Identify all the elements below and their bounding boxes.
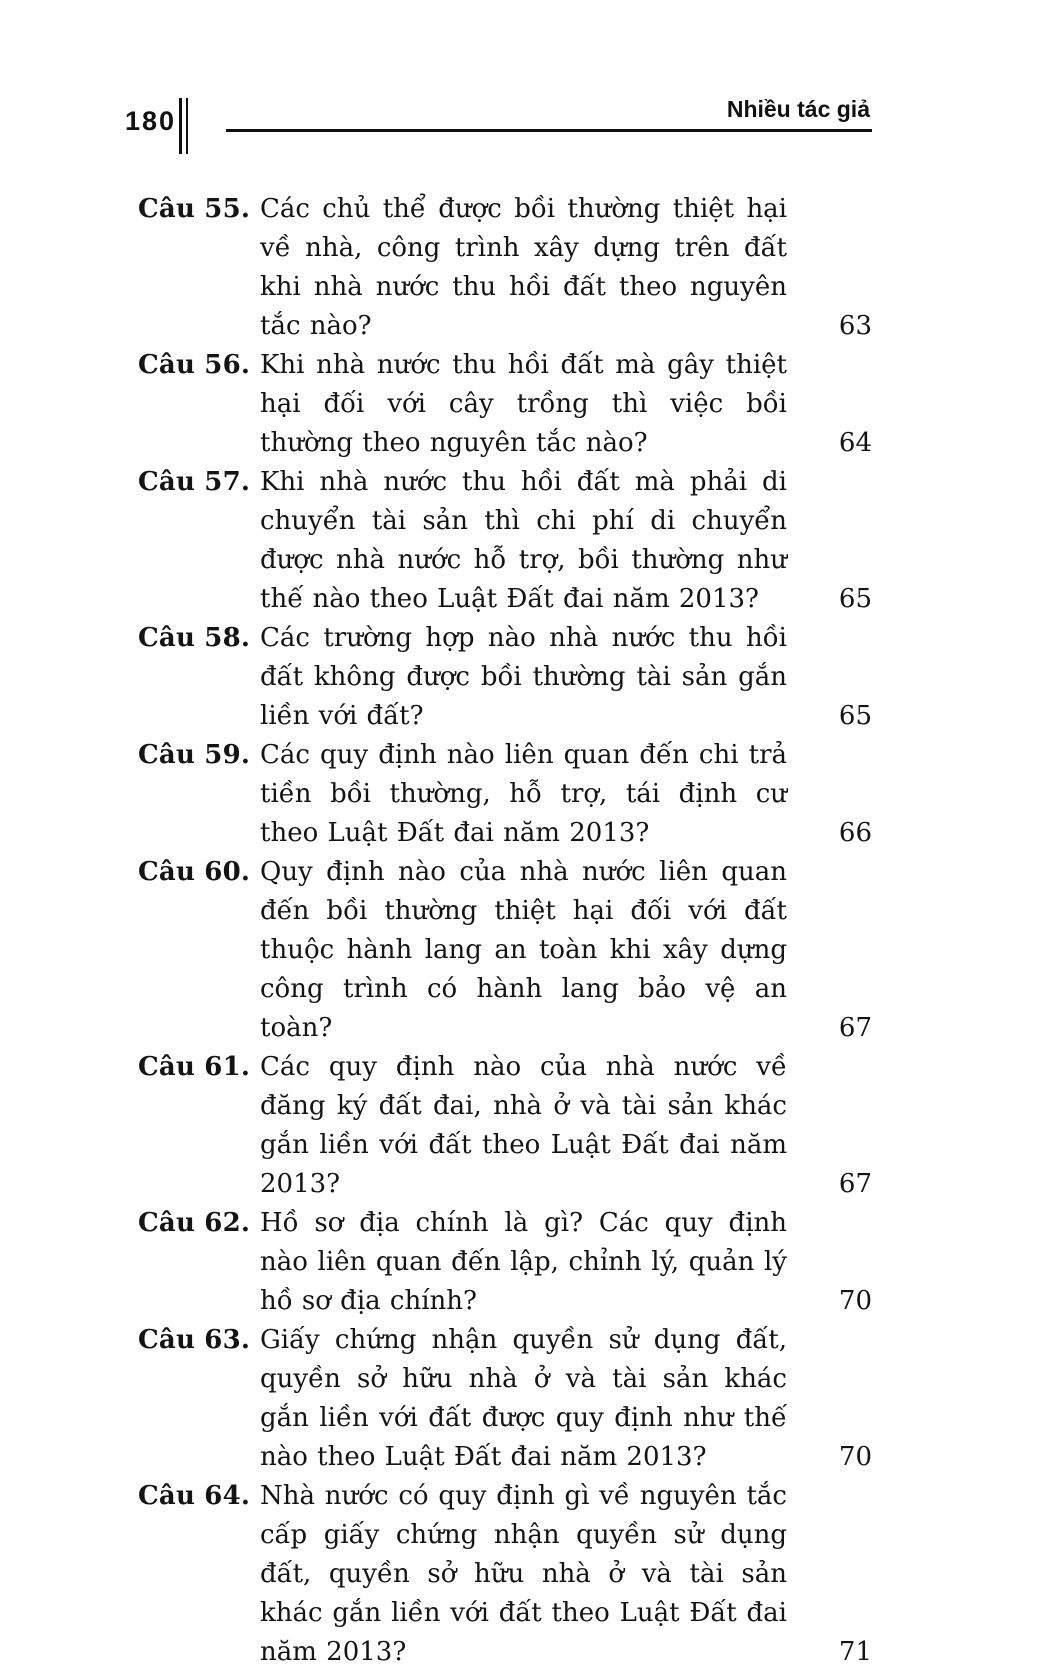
page-header xyxy=(0,96,1040,156)
entry-label: Câu 55. xyxy=(138,194,251,224)
entry-page-number: 67 xyxy=(838,1169,872,1199)
toc-entry xyxy=(138,736,872,853)
entry-page-column xyxy=(787,736,872,853)
entry-label: Câu 63. xyxy=(138,1325,251,1355)
entry-page-number: 71 xyxy=(838,1637,872,1667)
header-right xyxy=(226,96,872,132)
entry-page-number: 70 xyxy=(838,1286,872,1316)
entry-label: Câu 56. xyxy=(138,350,251,380)
toc-entry xyxy=(138,1048,872,1204)
toc-entry xyxy=(138,1204,872,1321)
entry-label: Câu 59. xyxy=(138,740,251,770)
entry-text: Các chủ thể được bồi thường thiệt hại về nhà, công trình xây dựng trên đất khi nhà nước thu hồi đất theo nguyên tắc nào? xyxy=(260,194,787,341)
entry-page-number: 65 xyxy=(838,701,872,731)
entry-label: Câu 60. xyxy=(138,857,251,887)
toc-entry xyxy=(138,1321,872,1477)
entry-page-number: 63 xyxy=(838,311,872,341)
entry-text: Nhà nước có quy định gì về nguyên tắc cấp giấy chứng nhận quyền sử dụng đất, quyền sở hữu nhà ở và tài sản khác gắn liền với đất theo Luật Đất đai năm 2013? xyxy=(260,1481,787,1667)
entry-label: Câu 57. xyxy=(138,467,251,497)
entry-page-column xyxy=(787,619,872,736)
entry-page-column xyxy=(787,1477,872,1672)
header-rule xyxy=(226,129,872,132)
toc-entry xyxy=(138,190,872,346)
entry-page-number: 64 xyxy=(838,428,872,458)
entry-text: Giấy chứng nhận quyền sử dụng đất, quyền sở hữu nhà ở và tài sản khác gắn liền với đất được quy định như thế nào theo Luật Đất đai năm 2013? xyxy=(260,1325,787,1472)
ornament-bar xyxy=(179,98,182,154)
entry-text: Các quy định nào liên quan đến chi trả tiền bồi thường, hỗ trợ, tái định cư theo Luật Đất đai năm 2013? xyxy=(260,740,787,848)
entry-page-column xyxy=(787,463,872,619)
entry-text: Các quy định nào của nhà nước về đăng ký đất đai, nhà ở và tài sản khác gắn liền với đất theo Luật Đất đai năm 2013? xyxy=(260,1052,787,1199)
toc-entry xyxy=(138,463,872,619)
entry-text: Khi nhà nước thu hồi đất mà phải di chuyển tài sản thì chi phí di chuyển được nhà nước hỗ trợ, bồi thường như thế nào theo Luật Đất đai năm 2013? xyxy=(260,467,787,614)
toc-entry xyxy=(138,619,872,736)
entry-page-column xyxy=(787,853,872,1048)
entry-text: Hồ sơ địa chính là gì? Các quy định nào liên quan đến lập, chỉnh lý, quản lý hồ sơ địa chính? xyxy=(260,1208,787,1316)
entry-text: Các trường hợp nào nhà nước thu hồi đất không được bồi thường tài sản gắn liền với đất? xyxy=(260,623,787,731)
entry-text: Khi nhà nước thu hồi đất mà gây thiệt hại đối với cây trồng thì việc bồi thường theo nguyên tắc nào? xyxy=(260,350,787,458)
folio-page-number: 180 xyxy=(125,106,177,136)
entry-page-number: 66 xyxy=(838,818,872,848)
entry-page-column xyxy=(787,1048,872,1204)
entry-page-number: 65 xyxy=(838,584,872,614)
entry-page-column xyxy=(787,190,872,346)
entry-text: Quy định nào của nhà nước liên quan đến bồi thường thiệt hại đối với đất thuộc hành lang an toàn khi xây dựng công trình có hành lang bảo vệ an toàn? xyxy=(260,857,787,1043)
toc-entry xyxy=(138,853,872,1048)
toc-list xyxy=(138,190,872,1672)
entry-page-number: 67 xyxy=(838,1013,872,1043)
header-ornament-bars-icon xyxy=(179,98,191,154)
toc-entry xyxy=(138,1477,872,1672)
entry-label: Câu 58. xyxy=(138,623,251,653)
entry-label: Câu 64. xyxy=(138,1481,251,1511)
entry-label: Câu 61. xyxy=(138,1052,251,1082)
ornament-bar xyxy=(186,98,188,154)
toc-entry xyxy=(138,346,872,463)
running-title: Nhiều tác giả xyxy=(726,96,870,122)
entry-page-column xyxy=(787,1321,872,1477)
entry-label: Câu 62. xyxy=(138,1208,251,1238)
entry-page-number: 70 xyxy=(838,1442,872,1472)
entry-page-column xyxy=(787,346,872,463)
entry-page-column xyxy=(787,1204,872,1321)
